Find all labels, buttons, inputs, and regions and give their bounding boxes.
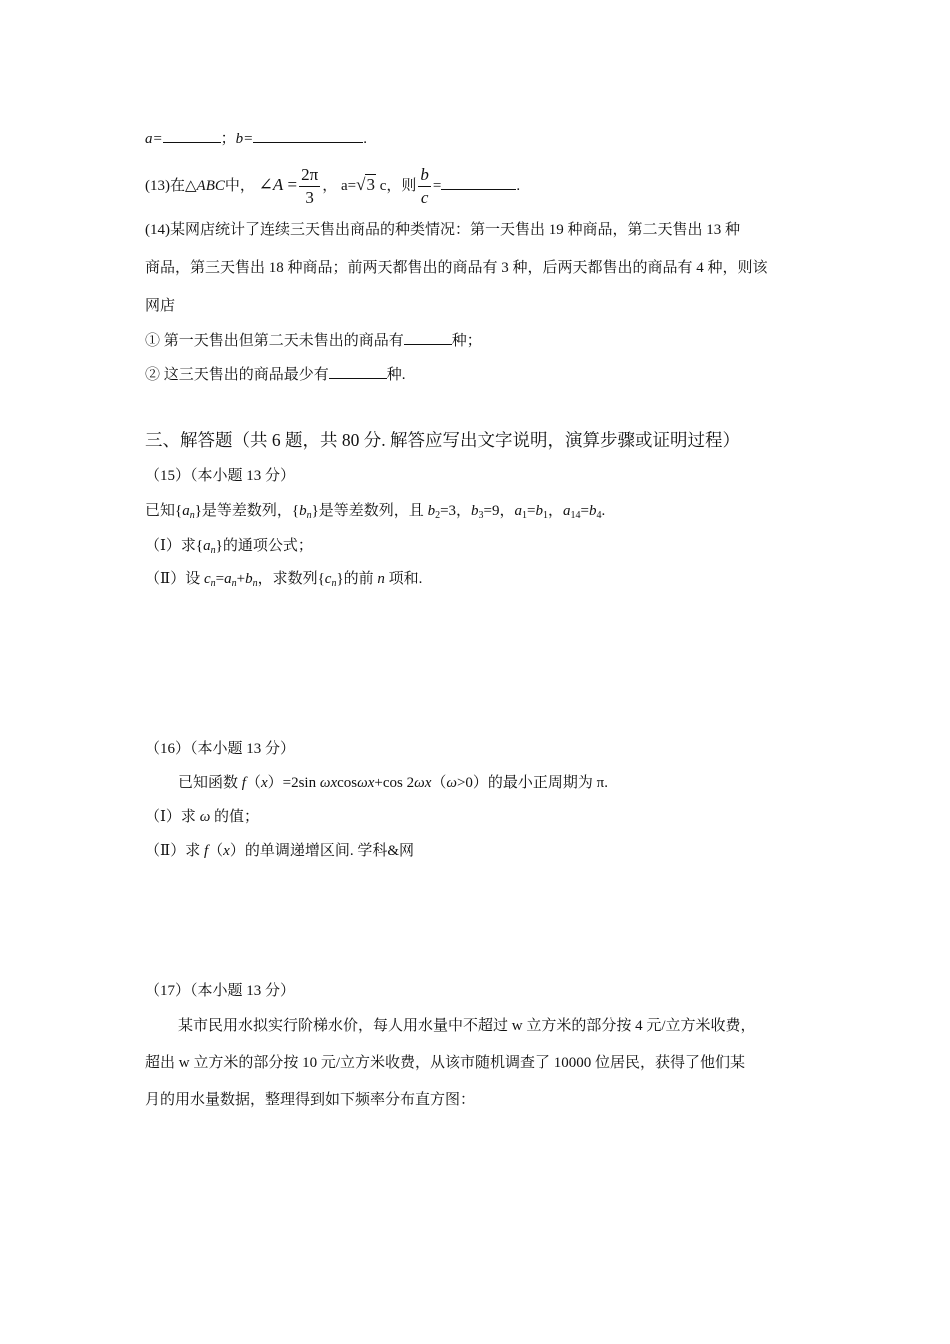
q13-blank [441,175,516,190]
q15-p2-b: b [245,571,253,587]
q16-x2: x [330,775,338,791]
q13-prefix: (13)在△ [145,178,197,194]
q15-p2-plus: + [236,571,246,587]
q13-sqrt-val: 3 [366,175,375,194]
q16-x3: x [367,775,375,791]
q14-sub1 [145,330,482,351]
q15-p2-t2: ，求数列{ [257,571,325,587]
q16-p1-t2: 的值； [210,809,260,825]
q15-p2-n1: n [210,578,216,589]
q12-sep: ； [220,131,236,147]
q15-b1: b [535,503,543,519]
q14-sub1-end: 种； [451,333,482,349]
q15-t3: }是等差数列，且 [311,503,428,519]
q15-p2-t3: }的前 [336,571,378,587]
q15-p2-t1: （Ⅱ）设 [145,571,204,587]
q12-a-label: a= [145,131,163,147]
q15-sub14: 14 [570,510,581,521]
q14-sub2 [145,364,406,385]
q13-triangle: ABC [196,178,225,194]
q14-sub2-text: ② 这三天售出的商品最少有 [145,367,329,383]
q13-sqrt [356,162,376,209]
q15-n2: n [306,510,312,521]
q15-a: a [182,503,190,519]
q15-p1-t2: }的通项公式； [215,538,313,554]
q14-sub1-text: ① 第一天售出但第二天未售出的商品有 [145,333,404,349]
q16-p2-x: x [223,843,230,859]
q15-p2-eq: = [215,571,225,587]
q16-t2: （ [245,775,261,791]
q16-t7: >0）的最小正周期为 π. [456,775,609,791]
q15-a14: a [562,503,571,519]
q15-p2-t4: 项和. [384,571,423,587]
q16-t5: +cos 2 [374,775,415,791]
q16-t1: 已知函数 [178,775,242,791]
q14-line1: (14)某网店统计了连续三天售出商品的种类情况：第一天售出 19 种商品，第二天售出 13 种 [145,222,740,238]
q15-p2-a: a [224,571,232,587]
q15-part2 [145,569,422,589]
q15-t9: . [601,503,606,519]
q16-w4: ω [446,775,457,791]
q16-w2: ω [357,775,368,791]
section-title: 三、解答题（共 6 题，共 80 分. 解答应写出文字说明，演算步骤或证明过程） [145,430,740,450]
q16-t4: cos [337,775,358,791]
q14-sub2-end: 种. [386,367,406,383]
q15-t2: }是等差数列，{ [194,503,300,519]
q14-line2: 商品，第三天售出 18 种商品；前两天都售出的商品有 3 种，后两天都售出的商品有 4 种，则该 [145,260,768,276]
q16-w3: ω [414,775,425,791]
q13-b-over-c [418,164,431,209]
q13-fraction [299,164,320,209]
q16-part1 [145,807,259,827]
q16-t3: ）=2sin [267,775,320,791]
q12-answer-line [145,128,367,149]
q12-b-blank [253,128,363,143]
q16-p2-paren: （ [208,843,224,859]
q16-given [178,773,608,793]
q14-line3: 网店 [145,298,176,314]
q15-p2-c2: c [324,571,332,587]
q16-p2-t1: （Ⅱ）求 [145,843,204,859]
q17-line3: 月的用水量数据，整理得到如下频率分布直方图： [145,1092,476,1108]
q16-x4: x [424,775,432,791]
q15-t1: 已知{ [145,503,183,519]
q16-x: x [260,775,268,791]
q17-line1: 某市民用水拟实行阶梯水价，每人用水量中不超过 w 立方米的部分按 4 元/立方米收费， [178,1018,756,1034]
q13-end: . [516,178,521,194]
q15-b3: b [471,503,479,519]
q16-w1: ω [319,775,331,791]
q13-frac-b: b [418,164,431,187]
q15-t4: =3， [440,503,472,519]
q13-line [145,162,520,209]
q14-sub2-blank [329,364,387,379]
q17-header: （17）（本小题 13 分） [145,983,296,999]
q13-angle-a: A [272,175,284,194]
q15-t8: = [580,503,589,519]
q15-given [145,501,605,521]
q15-sub1: 1 [522,510,527,521]
q16-f: f [241,775,246,791]
q15-sub3: 3 [478,510,484,521]
q15-t7: ， [547,503,563,519]
q13-comma: ， [322,178,338,194]
q16-p1-w: ω [199,809,211,825]
q15-a1: a [514,503,522,519]
q15-t6: = [527,503,536,519]
q15-part1 [145,536,313,556]
q15-t5: =9， [483,503,515,519]
q15-b4: b [588,503,597,519]
q16-p2-f: f [203,843,209,859]
q16-p1-t1: （Ⅰ）求 [145,809,200,825]
q15-header: （15）（本小题 13 分） [145,468,296,484]
q12-a-blank [163,128,221,143]
q15-sub2: 2 [435,510,441,521]
q13-frac-c: c [420,188,429,208]
q15-p1-a: a [203,538,211,554]
q13-a-eq: a= [340,178,357,194]
q12-b-label: b= [235,131,254,147]
q15-p1-t1: （Ⅰ）求{ [145,538,204,554]
q13-c-then: c，则 [379,178,417,194]
q13-frac-num: 2π [299,164,320,187]
q13-mid: 中， [224,178,255,194]
q14-sub1-blank [404,330,452,345]
q15-sub4: 4 [596,510,602,521]
q16-header: （16）（本小题 13 分） [145,741,296,757]
q17-line2: 超出 w 立方米的部分按 10 元/立方米收费，从该市随机调查了 10000 位居民，获得了他们某 [145,1055,746,1071]
q13-eq2: = [432,178,442,194]
q16-part2 [145,841,414,861]
q15-p2-n3: n [252,578,258,589]
q12-end: . [363,131,368,147]
q15-p2-n2: n [231,578,237,589]
q15-sub1b: 1 [542,510,548,521]
q13-sqrt-sign: √ [356,175,366,194]
q15-p2-n5: n [377,571,385,587]
q15-b: b [299,503,307,519]
q15-p2-c: c [203,571,211,587]
q13-eq: = [283,175,298,194]
q13-angle-symbol: ∠ [258,175,273,194]
q15-p2-n4: n [331,578,337,589]
q15-b2: b [427,503,436,519]
q15-n: n [189,510,195,521]
q16-p2-t2: ）的单调递增区间. 学科&网 [229,843,414,859]
q15-p1-n: n [210,545,216,556]
q13-frac-den: 3 [305,188,314,208]
q16-t6: （ [431,775,447,791]
